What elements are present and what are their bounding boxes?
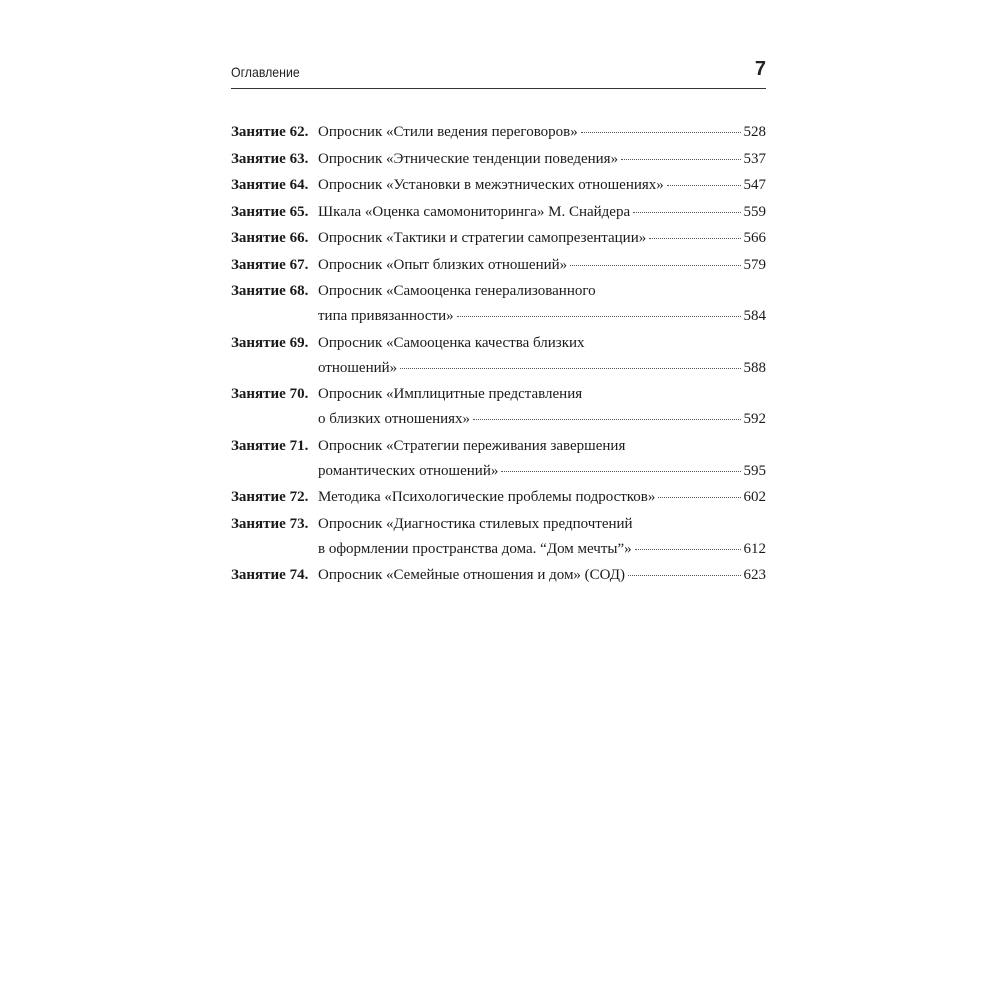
toc-entry-title: типа привязанности» (318, 308, 454, 324)
toc-entry-title: в оформлении пространства дома. “Дом мечты”» (318, 540, 632, 557)
running-header (231, 60, 766, 89)
toc-entry[interactable] (231, 563, 766, 588)
toc-entry-label: Занятие 68. (231, 283, 309, 299)
toc-entry-title: Опросник «Тактики и стратегии самопрезентации» (318, 230, 647, 246)
table-of-contents (231, 120, 766, 588)
toc-entry[interactable] (231, 512, 766, 562)
dot-leader (649, 238, 740, 239)
toc-entry-title: Опросник «Установки в межэтнических отношениях» (318, 177, 664, 193)
dot-leader (635, 549, 741, 550)
toc-entry[interactable] (231, 200, 766, 225)
toc-entry[interactable] (231, 485, 766, 510)
dot-leader (633, 212, 740, 213)
toc-page-number: 592 (743, 411, 766, 427)
toc-entry[interactable] (231, 434, 766, 484)
toc-entry-label: Занятие 74. (231, 567, 309, 583)
toc-entry-title: романтических отношений» (318, 462, 499, 479)
toc-entry-label: Занятие 65. (231, 203, 309, 220)
toc-page-number: 584 (743, 308, 766, 324)
toc-page-number: 612 (743, 540, 766, 557)
toc-entry[interactable] (231, 382, 766, 432)
toc-entry-title: о близких отношениях» (318, 411, 471, 427)
toc-entry-title: Опросник «Самооценка качества близких (318, 334, 585, 351)
header-page-number: 7 (754, 58, 766, 80)
dot-leader (658, 497, 740, 498)
dot-leader (457, 316, 741, 317)
toc-entry-title: Опросник «Семейные отношения и дом» (СОД) (318, 567, 625, 583)
toc-entry-label: Занятие 73. (231, 515, 309, 532)
toc-entry-title: Опросник «Опыт близких отношений» (318, 256, 568, 273)
dot-leader (570, 265, 740, 266)
toc-entry-label: Занятие 72. (231, 489, 309, 505)
toc-entry-title: Методика «Психологические проблемы подростков» (318, 489, 656, 505)
toc-page-number: 602 (743, 489, 766, 505)
toc-entry[interactable] (231, 331, 766, 381)
dot-leader (667, 185, 741, 186)
toc-entry-label: Занятие 69. (231, 334, 309, 351)
toc-page-number: 595 (743, 462, 766, 479)
toc-entry[interactable] (231, 173, 766, 198)
toc-entry-label: Занятие 62. (231, 124, 309, 140)
toc-entry[interactable] (231, 147, 766, 172)
toc-page-number: 528 (743, 124, 766, 140)
toc-entry-label: Занятие 63. (231, 150, 309, 167)
toc-page-number: 566 (743, 230, 766, 246)
toc-entry-label: Занятие 64. (231, 177, 309, 193)
toc-entry-title: Шкала «Оценка самомониторинга» М. Снайдера (318, 203, 631, 220)
toc-page-number: 559 (743, 203, 766, 220)
toc-entry[interactable] (231, 253, 766, 278)
toc-entry-label: Занятие 66. (231, 230, 309, 246)
dot-leader (473, 419, 740, 420)
toc-page-number: 579 (743, 256, 766, 273)
dot-leader (628, 575, 741, 576)
dot-leader (581, 132, 741, 133)
dot-leader (621, 159, 740, 160)
toc-entry-title: Опросник «Диагностика стилевых предпочтений (318, 515, 633, 532)
toc-entry[interactable] (231, 120, 766, 145)
toc-page-number: 623 (743, 567, 766, 583)
toc-entry[interactable] (231, 226, 766, 251)
toc-page-number: 537 (743, 150, 766, 167)
toc-entry[interactable] (231, 279, 766, 329)
toc-entry-label: Занятие 70. (231, 386, 309, 402)
toc-page-number: 547 (743, 177, 766, 193)
toc-entry-title: Опросник «Самооценка генерализованного (318, 283, 596, 299)
header-title: Оглавление (231, 64, 300, 80)
toc-entry-label: Занятие 71. (231, 437, 309, 454)
toc-entry-title: Опросник «Этнические тенденции поведения» (318, 150, 619, 167)
toc-entry-title: Опросник «Стратегии переживания завершения (318, 437, 626, 454)
dot-leader (400, 368, 740, 369)
toc-entry-title: отношений» (318, 359, 398, 376)
toc-entry-label: Занятие 67. (231, 256, 309, 273)
dot-leader (501, 471, 740, 472)
toc-page-number: 588 (743, 359, 766, 376)
toc-entry-title: Опросник «Стили ведения переговоров» (318, 124, 578, 140)
toc-entry-title: Опросник «Имплицитные представления (318, 386, 583, 402)
